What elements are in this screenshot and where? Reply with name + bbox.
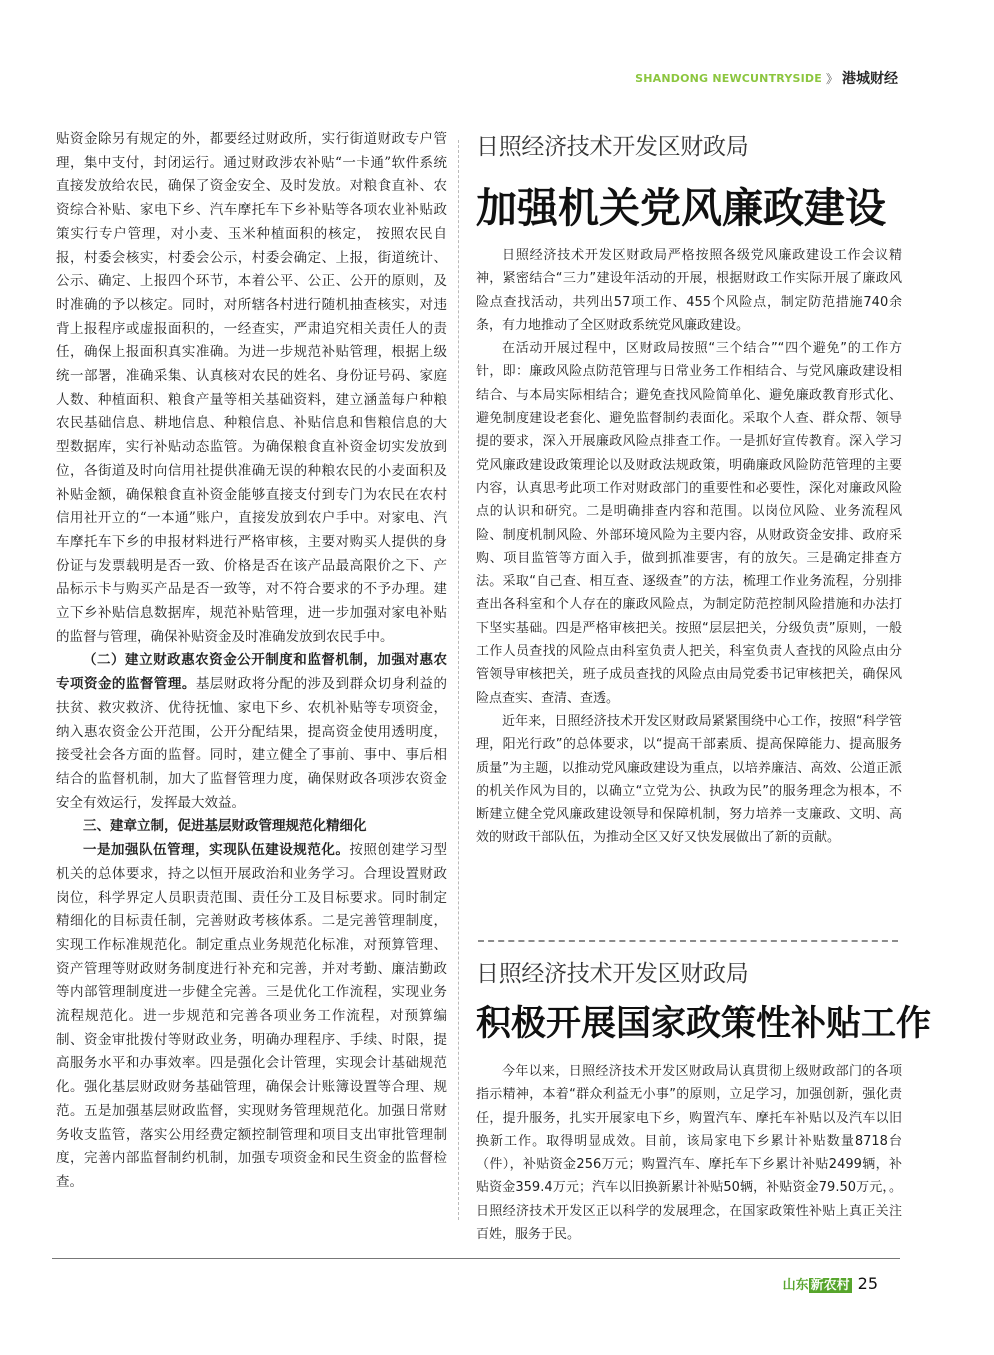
article-1-paragraph: 在活动开展过程中，区财政局按照“三个结合”“四个避免”的工作方针，即：廉政风险点防范管理与日常业务工作相结合、与党风廉政建设相结合、与本局实际相结合；避免查找风险简单化、避免廉政教育形式化、避免制度建设老套化、避免监督制约表面化。采取个人查、群众帮、领导提的要求，深入开展廉政风险点排查工作。一是抓好宣传教育。深入学习党风廉政建设政策理论以及财政法规政策，明确廉政风险防范管理的主要内容，认真思考此项工作对财政部门的重要性和必要性，深化对廉政风险点的认识和研究。二是明确排查内容和范围。以岗位风险、业务流程风险、制度机制风险、外部环境风险为主要内容，从财政资金安排、政府采购、项目监管等方面入手，做到抓准要害，有的放矢。三是确定排查方法。采取“自己查、相互查、逐级查”的方法，梳理工作业务流程，分别排查出各科室和个人存在的廉政风险点，为制定防范控制风险措施和办法打下坚实基础。四是严格审核把关。按照“层层把关，分级负责”原则，一般工作人员查找的风险点由科室负责人把关，科室负责人查找的风险点由分管领导审核把关，班子成员查找的风险点由局党委书记审核把关，确保风险点查实、查清、查透。	[476, 341, 902, 706]
article-2-org: 日照经济技术开发区财政局	[476, 961, 749, 987]
left-paragraph-4	[56, 839, 447, 1195]
magazine-logo-box: 新农村	[810, 1278, 850, 1293]
article-1-paragraph: 日照经济技术开发区财政局严格按照各级党风廉政建设工作会议精神，紧密结合“三力”建设年活动的开展，根据财政工作实际开展了廉政风险点查找活动，共列出57项工作、455个风险点，制定防范措施740余条，有力地推动了全区财政系统党风廉政建设。	[476, 248, 902, 333]
left-column	[56, 128, 447, 1195]
left-paragraph-2-heading: （二）建立财政惠农资金公开制度和监督机制，加强对惠农专项资金的监督管理。	[56, 652, 447, 693]
article-1-org: 日照经济技术开发区财政局	[476, 134, 749, 160]
magazine-logo-prefix: 山东	[782, 1278, 809, 1293]
article-2-paragraph: 今年以来，日照经济技术开发区财政局认真贯彻上级财政部门的各项指示精神，本着“群众利益无小事”的原则，立足学习，加强创新，强化责任，提升服务，扎实开展家电下乡，购置汽车、摩托车补贴以及汽车以旧换新工作。取得明显成效。目前，该局家电下乡累计补贴数量8718台（件），补贴资金256万元；购置汽车、摩托车下乡累计补贴2499辆，补贴资金359.4万元；汽车以旧换新累计补贴50辆，补贴资金79.50万元，。日照经济技术开发区正以科学的发展理念，在国家政策性补贴上真正关注百姓，服务于民。	[476, 1064, 902, 1243]
article-1	[476, 128, 902, 850]
left-paragraph-4-lead: 一是加强队伍管理，实现队伍建设规范化。	[83, 842, 350, 859]
article-2	[476, 955, 932, 1246]
page-number: 25	[857, 1274, 878, 1293]
running-header	[635, 68, 898, 88]
article-separator	[478, 940, 898, 942]
footer-rule	[52, 1258, 900, 1259]
header-en-title: SHANDONG NEWCUNTRYSIDE	[635, 71, 822, 85]
article-2-body	[476, 1060, 902, 1246]
magazine-logo	[783, 1274, 852, 1293]
column-divider	[458, 140, 459, 1220]
left-paragraph-2-body: 基层财政将分配的涉及到群众切身利益的扶贫、救灾救济、优待抚恤、家电下乡、农机补贴等专项资金，纳入惠农资金公开范围，公开分配结果，提高资金使用透明度，接受社会各方面的监督。同时，建立健全了事前、事中、事后相结合的监督机制，加大了监督管理力度，确保财政各项涉农资金安全有效运行，发挥最大效益。	[56, 676, 448, 811]
article-1-title: 加强机关党风廉政建设	[476, 184, 886, 232]
article-1-body	[476, 244, 902, 850]
left-paragraph-2	[56, 649, 447, 815]
left-paragraph-1: 贴资金除另有规定的外，都要经过财政所，实行街道财政专户管理，集中支付，封闭运行。通过财政涉农补贴“一卡通”软件系统直接发放给农民，确保了资金安全、及时发放。对粮食直补、农资综合补贴、家电下乡、汽车摩托车下乡补贴等各项农业补贴政策实行专户管理，对小麦、玉米种植面积的核定， 按照农民自报，村委会核实，村委会公示，村委会确定、上报，街道统计、公示、确定、上报四个环节，本着公平、公正、公开的原则，及时准确的予以核定。同时，对所辖各村进行随机抽查核实，对违背上报程序或虚报面积的，一经查实，严肃追究相关责任人的责任，确保上报面积真实准确。为进一步规范补贴管理，根据上级统一部署，准确采集、认真核对农民的姓名、身份证号码、家庭人数、种植面积、粮食产量等相关基础资料，建立涵盖每户种粮农民基础信息、耕地信息、种粮信息、补贴信息和售粮信息的大型数据库，实行补贴动态监管。为确保粮食直补资金切实发放到位，各街道及时向信用社提供准确无误的种粮农民的小麦面积及补贴金额，确保粮食直补资金能够直接支付到专门为农民在农村信用社开立的“一本通”账户，直接发放到农户手中。对家电、汽车摩托车下乡的申报材料进行严格审核，主要对购买人提供的身份证与发票载明是否一致、价格是否在该产品最高限价之下、产品标示卡与购买产品是否一致等，对不符合要求的不予办理。建立下乡补贴信息数据库，规范补贴管理，进一步加强对家电补贴的监督与管理，确保补贴资金及时准确发放到农民手中。	[56, 131, 447, 645]
page-footer	[783, 1274, 878, 1293]
left-section-heading: 三、建章立制，促进基层财政管理规范化精细化	[83, 818, 367, 835]
header-separator: 》	[825, 71, 838, 86]
article-2-title: 积极开展国家政策性补贴工作	[476, 1003, 932, 1044]
article-1-paragraph: 近年来，日照经济技术开发区财政局紧紧围绕中心工作，按照“科学管理，阳光行政”的总体要求，以“提高干部素质、提高保障能力、提高服务质量”为主题，以推动党风廉政建设为重点，以培养廉洁、高效、公道正派的机关作风为目的，以确立“立党为公、执政为民”的服务理念为根本，不断建立健全党风廉政建设领导和保障机制，努力培养一支廉政、文明、高效的财政干部队伍，为推动全区又好又快发展做出了新的贡献。	[476, 713, 902, 846]
left-paragraph-4-body: 按照创建学习型机关的总体要求，持之以恒开展政治和业务学习。合理设置财政岗位，科学界定人员职责范围、责任分工及目标要求。同时制定精细化的目标责任制，完善财政考核体系。二是完善管理制度，实现工作标准规范化。制定重点业务规范化标准，对预算管理、资产管理等财政财务制度进行补充和完善，并对考勤、廉洁勤政等内部管理制度进一步健全完善。三是优化工作流程，实现业务流程规范化。进一步规范和完善各项业务工作流程，对预算编制、资金审批拨付等财政业务，明确办理程序、手续、时限，提高服务水平和办事效率。四是强化会计管理，实现会计基础规范化。强化基层财政财务基础管理，确保会计账簿设置等合理、规范。五是加强基层财政监督，实现财务管理规范化。加强日常财务收支监管，落实公用经费定额控制管理和项目支出审批管理制度，完善内部监督制约机制，加强专项资金和民生资金的监督检查。	[56, 842, 448, 1190]
header-zh-title: 港城财经	[842, 71, 898, 87]
